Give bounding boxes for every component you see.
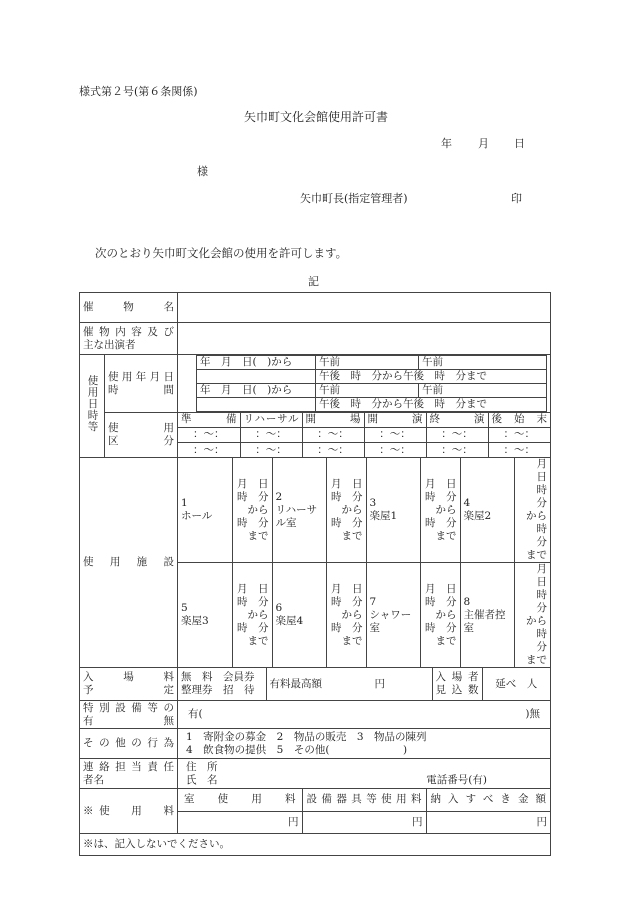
time-field[interactable]: ：～： xyxy=(488,427,550,442)
event-name-field[interactable] xyxy=(178,293,551,323)
equipment-fee-field[interactable]: 円 xyxy=(302,811,426,833)
facility-3[interactable]: 3 楽屋1 xyxy=(366,458,420,563)
facility-7[interactable]: 7 シャワー室 xyxy=(366,563,420,668)
equipment-fee-header: 設備器具等使用料 xyxy=(302,789,426,811)
room-fee-field[interactable]: 円 xyxy=(178,811,302,833)
facility-1-time[interactable]: 月 日 時 分 から 時 分 まで xyxy=(232,458,272,563)
usage-date-label: 使用年月日 時 間 xyxy=(105,355,178,413)
division-end: 終 演 xyxy=(426,413,488,427)
other-acts-options[interactable]: 1 寄附金の募金 2 物品の販売 3 物品の陳列 4 飲食物の提供 5 その他( ) xyxy=(178,729,551,759)
date-month: 月 xyxy=(478,137,489,150)
event-content-field[interactable] xyxy=(178,323,551,355)
room-fee-header: 室 使 用 料 xyxy=(178,789,302,811)
division-open: 開 場 xyxy=(302,413,364,427)
facility-5-time[interactable]: 月 日 時 分 から 時 分 まで xyxy=(232,563,272,668)
usage-date-field[interactable]: 年 月 日( )から 午前 午前 午後 時 分から午後 時 分まで 年 月 日( )から 午前 午前 午後 時 分から午後 時 分まで xyxy=(178,355,551,413)
other-acts-label: その他の行為 xyxy=(80,729,178,759)
time-field[interactable]: ：～： xyxy=(364,443,426,458)
facility-8-time[interactable]: 月 日 時 分 から 時 分 まで xyxy=(514,563,550,668)
note: ※は、記入しないでください。 xyxy=(80,834,551,856)
admission-grid xyxy=(178,668,551,701)
division-rehearsal: リハーサル xyxy=(240,413,302,427)
facility-grid xyxy=(178,458,558,668)
form-number: 様式第２号(第６条関係) xyxy=(79,85,198,98)
time-field[interactable]: ：～： xyxy=(240,443,302,458)
admission-label: 入 場 料 予 定 xyxy=(80,668,178,701)
permit-table xyxy=(79,292,558,856)
time-field[interactable]: ：～： xyxy=(178,443,240,458)
fee-label: ※使 用 料 xyxy=(80,789,178,834)
seal-mark: 印 xyxy=(511,192,522,205)
special-equipment-label: 特別設備等の 有 無 xyxy=(80,701,178,729)
facility-3-time[interactable]: 月 日 時 分 から 時 分 まで xyxy=(420,458,460,563)
date-day: 日 xyxy=(514,137,525,150)
division-start: 開 演 xyxy=(364,413,426,427)
facility-label: 使 用 施 設 xyxy=(80,458,178,668)
date-year: 年 xyxy=(441,137,452,150)
admission-paid-max[interactable]: 有料最高額 円 xyxy=(266,668,432,700)
time-field[interactable]: ：～： xyxy=(488,443,550,458)
contact-field[interactable]: 住 所 氏 名 電話番号(有) xyxy=(178,759,551,789)
issuer: 矢巾町長(指定管理者) xyxy=(300,192,408,205)
admission-free-options[interactable]: 無 料 会員券 整理券 招 待 xyxy=(178,668,266,700)
special-equipment-field[interactable]: 有( )無 xyxy=(178,701,551,729)
time-field[interactable]: ：～： xyxy=(178,427,240,442)
total-due-field[interactable]: 円 xyxy=(426,811,550,833)
facility-7-time[interactable]: 月 日 時 分 から 時 分 まで xyxy=(420,563,460,668)
ki-heading: 記 xyxy=(308,275,319,288)
usage-division-grid xyxy=(178,413,551,458)
division-prep: 準 備 xyxy=(178,413,240,427)
event-name-label: 催 物 名 xyxy=(80,293,178,323)
total-people-field[interactable]: 延べ 人 xyxy=(482,668,550,700)
time-field[interactable]: ：～： xyxy=(240,427,302,442)
facility-5[interactable]: 5 楽屋3 xyxy=(178,563,232,668)
facility-2-time[interactable]: 月 日 時 分 から 時 分 まで xyxy=(326,458,366,563)
total-due-header: 納入すべき金額 xyxy=(426,789,550,811)
time-field[interactable]: ：～： xyxy=(426,427,488,442)
time-field[interactable]: ：～： xyxy=(426,443,488,458)
facility-1[interactable]: 1 ホール xyxy=(178,458,232,563)
document-title: 矢巾町文化会館使用許可書 xyxy=(244,110,389,124)
time-field[interactable]: ：～： xyxy=(364,427,426,442)
division-cleanup: 後 始 末 xyxy=(488,413,550,427)
facility-4-time[interactable]: 月 日 時 分 から 時 分 まで xyxy=(514,458,550,563)
time-field[interactable]: ：～： xyxy=(302,427,364,442)
fee-grid xyxy=(178,789,551,834)
time-field[interactable]: ：～： xyxy=(302,443,364,458)
facility-4[interactable]: 4 楽屋2 xyxy=(460,458,514,563)
intro-text: 次のとおり矢巾町文化会館の使用を許可します。 xyxy=(95,246,348,260)
facility-6[interactable]: 6 楽屋4 xyxy=(272,563,326,668)
facility-6-time[interactable]: 月 日 時 分 から 時 分 まで xyxy=(326,563,366,668)
facility-2[interactable]: 2 リハーサル室 xyxy=(272,458,326,563)
usage-datetime-group-label: 使用日時等 xyxy=(80,355,105,458)
usage-division-label: 使 用 区 分 xyxy=(105,413,178,458)
facility-8[interactable]: 8 主催者控室 xyxy=(460,563,514,668)
addressee-suffix: 様 xyxy=(197,165,208,178)
contact-label: 連絡担当責任 者名 xyxy=(80,759,178,789)
event-content-label: 催物内容及び 主な出演者 xyxy=(80,323,178,355)
attendance-estimate-label: 入場者 見込数 xyxy=(432,668,482,700)
